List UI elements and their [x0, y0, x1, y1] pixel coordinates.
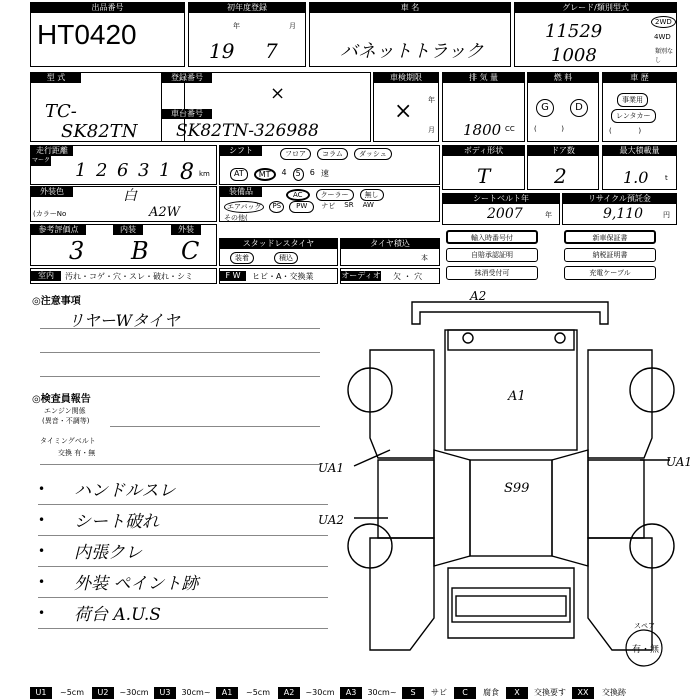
drive-2wd: 2WD: [651, 16, 676, 28]
shift-box: [219, 145, 440, 185]
meter-label: マーク: [31, 157, 50, 164]
note-rule: [40, 328, 320, 329]
studless-opts: [230, 252, 298, 264]
report-item-text: ハンドルスレ: [74, 481, 176, 501]
first-reg-month: 7: [265, 39, 278, 63]
bullet: •: [38, 606, 46, 620]
legend-key: U2: [92, 687, 114, 699]
inspection-month-unit: 月: [428, 126, 435, 134]
grade-value-1: 11529: [545, 21, 603, 42]
report-title: ◎検査員報告: [32, 394, 91, 405]
ref-score-label: 参考評価点: [31, 225, 86, 235]
rear-window: [434, 450, 470, 566]
grade-label: グレード/類別型式: [515, 3, 676, 13]
audio-box: [340, 268, 440, 284]
seatbelt-box: [442, 193, 560, 225]
report-item-text: 荷台 A.U.S: [74, 605, 161, 625]
engine-sub: (異音・不調等): [42, 417, 90, 425]
doc-cancel: 抹消受付可: [446, 266, 538, 280]
doc-tax: 納税証明書: [564, 248, 656, 262]
tire-box: [340, 238, 440, 266]
equip-other-label: その他(: [224, 214, 248, 222]
mileage-digit: 3: [138, 160, 150, 181]
drive-none: 類別なし: [655, 48, 674, 64]
cab-left-side: [378, 460, 434, 538]
history-box: [602, 72, 677, 142]
timing-opts: 交換 有・無: [58, 449, 96, 457]
color-value: 白: [123, 188, 137, 204]
legend-value: 交換跡: [602, 688, 626, 697]
score-box: [30, 224, 217, 266]
mileage-digit: 1: [159, 160, 171, 181]
displacement-label: 排 気 量: [443, 73, 524, 83]
tailgate: [412, 302, 608, 324]
grade-box: [514, 2, 677, 67]
color-box: [30, 186, 217, 222]
interior-label: 内装: [113, 225, 143, 235]
month-unit: 月: [289, 22, 296, 30]
report-item: [38, 505, 328, 536]
report-item-text: 内張クレ: [74, 543, 142, 563]
fuel-box: [527, 72, 599, 142]
recycle-unit: 円: [663, 211, 670, 219]
model-value-1: TC-: [45, 101, 77, 122]
inspection-mark: ×: [394, 99, 413, 124]
doc-liability: 自賠承認証明: [446, 248, 538, 262]
grill: [456, 596, 566, 616]
recycle-box: [562, 193, 677, 225]
mileage-digit: 8: [180, 160, 194, 185]
doors-box: [527, 145, 599, 190]
report-item-text: シート破れ: [74, 512, 159, 532]
registration-value: ×: [270, 83, 286, 104]
audio-label: オーディオ: [341, 271, 381, 280]
capacity-value: 1.0: [623, 168, 649, 187]
recycle-value: 9,110: [603, 206, 644, 222]
capacity-box: [602, 145, 677, 190]
inspection-label: 車検期限: [374, 73, 438, 83]
history-rental: レンタカー: [611, 109, 656, 123]
first-registration-label: 初年度登録: [189, 3, 305, 13]
fuel-g: G: [536, 99, 554, 117]
lower-left: [370, 538, 434, 650]
fw-label: F W: [220, 271, 246, 281]
capacity-unit: t: [665, 174, 668, 182]
shift-gears: [230, 168, 329, 181]
report-item: [38, 567, 328, 598]
mileage-digit: 2: [96, 160, 108, 181]
color-no-value: A2W: [149, 205, 181, 220]
mileage-digit: 6: [117, 160, 129, 181]
room-box: [30, 268, 217, 284]
fuel-paren: ( ): [534, 125, 564, 133]
legend-value: ~5cm: [60, 688, 84, 697]
bullet: •: [38, 544, 46, 558]
doors-value: 2: [554, 164, 567, 188]
legend-value: ~30cm: [305, 688, 335, 697]
shift-options: [280, 148, 392, 160]
cc-unit: CC: [505, 125, 515, 133]
bed-right-side: [588, 350, 652, 458]
exterior-score-value: C: [181, 237, 200, 265]
seatbelt-unit: 年: [545, 211, 552, 219]
legend-value: 腐食: [483, 688, 499, 697]
report-item: [38, 474, 328, 505]
shift-label: シフト: [220, 146, 262, 156]
gear-5: 5: [293, 168, 304, 181]
legend-value: 30cm~: [367, 688, 397, 697]
diagram-label: UA1: [318, 461, 345, 475]
registration-label: 登録番号: [162, 73, 212, 83]
equip-none: 無し: [360, 189, 384, 201]
studless-loaded: 積込: [274, 252, 298, 264]
equipment-label: 装備品: [220, 187, 262, 197]
lot-number-value: HT0420: [37, 19, 137, 50]
fw-items: ヒビ・A・交換業: [252, 272, 314, 281]
legend-value: 30cm~: [181, 688, 211, 697]
gear-unit: 速: [320, 169, 329, 178]
report-item: [38, 598, 328, 629]
exterior-label: 外装: [171, 225, 201, 235]
fuel-d: D: [570, 99, 588, 117]
car-name-box: [309, 2, 511, 67]
history-business: 事業用: [617, 93, 648, 107]
capacity-label: 最大積載量: [603, 146, 676, 156]
engine-label: エンジン関係: [44, 407, 86, 415]
year-unit: 年: [233, 22, 240, 30]
legend-key: U3: [154, 687, 176, 699]
first-registration-box: [188, 2, 306, 67]
report-items: [38, 474, 328, 629]
equipment-box: [219, 186, 440, 222]
diagram-label: A1: [508, 389, 526, 404]
front-window: [552, 450, 588, 566]
notes-title: ◎注意事項: [32, 296, 81, 307]
history-paren: ( ): [609, 127, 642, 135]
chassis-value: SK82TN-326988: [176, 121, 319, 141]
tire-label: タイヤ積込: [341, 239, 439, 249]
shift-mt: MT: [254, 168, 276, 181]
doc-import-no: 輸入時番号付: [446, 230, 538, 244]
shift-at: AT: [230, 168, 248, 181]
legend-value: ~30cm: [119, 688, 149, 697]
displacement-box: [442, 72, 525, 142]
legend-key: X: [506, 687, 528, 699]
legend-key: A1: [216, 687, 238, 699]
equip-pw: PW: [289, 201, 314, 213]
legend-key: C: [454, 687, 476, 699]
equip-navi: ナビ: [321, 202, 336, 210]
doors-label: ドア数: [528, 146, 598, 156]
color-no-label: (カラーNo: [33, 210, 67, 218]
studless-box: [219, 238, 338, 266]
equip-aw: AW: [362, 201, 374, 209]
report-item-text: 外装 ペイント跡: [74, 574, 199, 594]
legend-value: 交換要す: [534, 688, 566, 697]
first-reg-year: 19: [209, 39, 235, 63]
document-buttons: [446, 230, 676, 282]
legend-key: A2: [278, 687, 300, 699]
bullet: •: [38, 575, 46, 589]
body-box: [442, 145, 525, 190]
bed-hook: [555, 333, 565, 343]
doc-new-warranty: 新車保証書: [564, 230, 656, 244]
shift-column: コラム: [317, 148, 348, 160]
bullet: •: [38, 482, 46, 496]
studless-mounted: 装着: [230, 252, 254, 264]
drive-4wd: 4WD: [654, 33, 671, 41]
equipment-row-1: [286, 189, 384, 201]
spare-label: スペア: [634, 622, 655, 630]
diagram-label: UA1: [666, 455, 693, 469]
seatbelt-label: シートベルト年: [443, 194, 559, 204]
report-rule: [110, 426, 320, 427]
note-rule: [40, 352, 320, 353]
color-label: 外装色: [31, 187, 73, 197]
equip-ps: PS: [269, 201, 284, 213]
interior-score-value: B: [131, 237, 149, 265]
lot-number-label: 出品番号: [31, 3, 184, 13]
km-unit: km: [199, 170, 210, 178]
legend-value: サビ: [431, 688, 447, 697]
audio-items: 欠 ・ 穴: [393, 272, 423, 281]
recycle-label: リサイクル預託金: [563, 194, 676, 204]
front-bumper: [452, 588, 570, 622]
ref-score-value: 3: [69, 237, 85, 265]
registration-box: [161, 72, 371, 142]
model-label: 型 式: [31, 73, 81, 83]
shift-floor: フロア: [280, 148, 311, 160]
car-name-label: 車 名: [310, 3, 510, 13]
bed-left-side: [370, 350, 434, 458]
equip-sr: SR: [344, 201, 354, 209]
bed-hook: [463, 333, 473, 343]
report-rule: [40, 464, 320, 465]
note-rule: [40, 376, 320, 377]
history-label: 車 歴: [603, 73, 676, 83]
grade-value-2: 1008: [551, 45, 597, 66]
seatbelt-value: 2007: [487, 206, 523, 222]
note-1: リヤーWタイヤ: [68, 311, 180, 330]
legend-key: U1: [30, 687, 52, 699]
fw-box: [219, 268, 338, 284]
body-value: T: [477, 164, 491, 188]
inspection-box: [373, 72, 439, 142]
legend-key: A3: [340, 687, 362, 699]
car-name-value: バネットトラック: [340, 41, 484, 62]
legend-value: ~5cm: [246, 688, 270, 697]
shift-dash: ダッシュ: [354, 148, 392, 160]
report-item: [38, 536, 328, 567]
legend-bar: [30, 687, 675, 699]
diagram-label: S99: [504, 481, 530, 496]
gear-4: 4: [281, 168, 287, 177]
lot-number-box: [30, 2, 185, 67]
mileage-digit: 1: [75, 160, 87, 181]
lower-right: [588, 538, 652, 650]
timing-label: タイミングベルト: [40, 437, 96, 445]
cab-roof: [470, 460, 552, 556]
cab-right-side: [588, 460, 644, 538]
diagram-label: UA2: [318, 513, 345, 527]
mileage-box: [30, 145, 217, 185]
front-panel: [448, 568, 574, 638]
room-items: 汚れ・コゲ・穴・スレ・破れ・シミ: [65, 272, 193, 281]
displacement-value: 1800: [463, 121, 502, 139]
truck-diagram: [318, 288, 700, 680]
model-value-2: SK82TN: [61, 121, 138, 142]
body-label: ボディ形状: [443, 146, 524, 156]
chassis-label: 車台番号: [162, 109, 212, 119]
spare-opts: 有・無: [632, 645, 660, 655]
equip-ac: AC: [286, 189, 310, 201]
legend-key: S: [402, 687, 424, 699]
doc-charge-cable: 充電ケーブル: [564, 266, 656, 280]
fuel-label: 燃 料: [528, 73, 598, 83]
equip-airbag: エアバッグ: [224, 201, 264, 213]
room-label: 室内: [31, 271, 61, 281]
mileage-digits: [75, 160, 201, 185]
gear-6: 6: [309, 168, 315, 177]
tire-unit: 本: [421, 254, 428, 262]
bullet: •: [38, 513, 46, 527]
equip-cooler: クーラー: [316, 189, 354, 201]
inspection-year-unit: 年: [428, 96, 435, 104]
studless-label: スタッドレスタイヤ: [220, 239, 337, 249]
legend-key: XX: [572, 687, 594, 699]
mileage-label: 走行距離: [31, 146, 73, 156]
equipment-row-2: [224, 201, 376, 213]
diagram-label: A2: [470, 289, 487, 303]
